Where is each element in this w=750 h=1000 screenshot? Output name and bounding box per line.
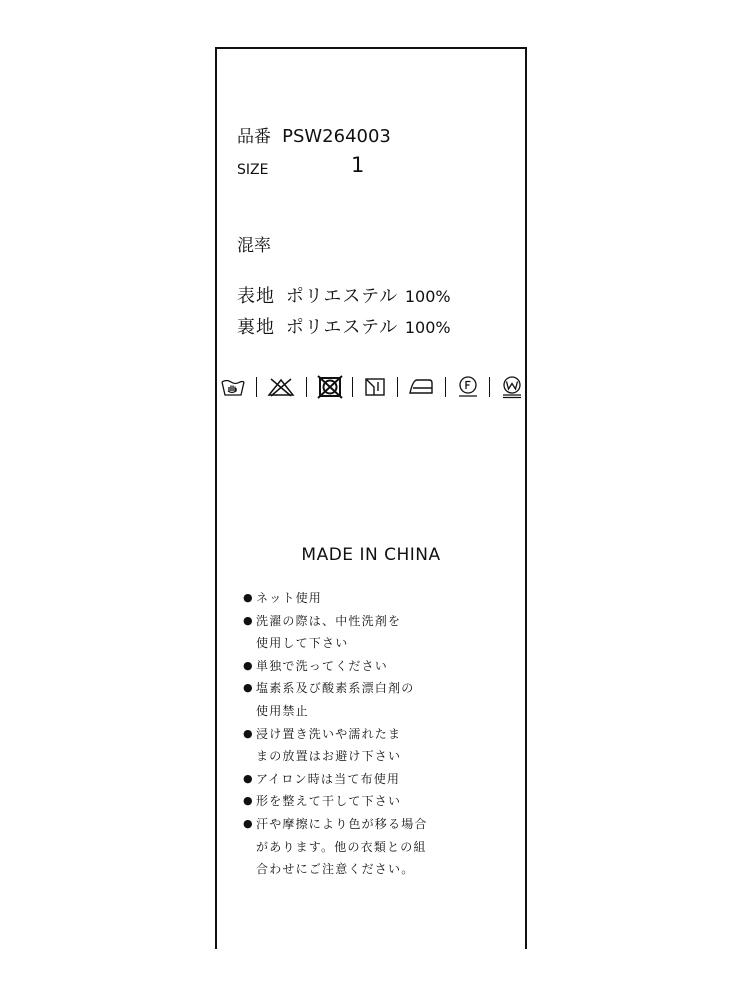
hand-wash-icon bbox=[220, 376, 246, 398]
care-notes bbox=[243, 587, 428, 881]
fabric-row-lining bbox=[237, 313, 451, 339]
care-note-text: 浸け置き洗いや濡れたま まの放置はお避け下さい bbox=[256, 726, 402, 764]
size-label: SIZE bbox=[237, 162, 269, 178]
line-dry-shade-icon bbox=[363, 376, 387, 398]
product-code: PSW264003 bbox=[282, 126, 391, 147]
care-note bbox=[243, 610, 428, 655]
divider bbox=[352, 377, 353, 397]
product-code-label: 品番 bbox=[237, 127, 271, 147]
divider bbox=[256, 377, 257, 397]
care-note-text: ネット使用 bbox=[256, 591, 323, 605]
country-of-origin: MADE IN CHINA bbox=[301, 545, 441, 565]
no-bleach-icon bbox=[266, 376, 296, 398]
divider bbox=[306, 377, 307, 397]
care-note-text: アイロン時は当て布使用 bbox=[256, 771, 401, 786]
fabric-percent: 100% bbox=[404, 318, 451, 337]
care-note bbox=[243, 655, 428, 678]
care-note-text: 単独で洗ってください bbox=[256, 658, 389, 673]
bullet-icon: ● bbox=[243, 591, 254, 604]
bullet-icon: ● bbox=[243, 816, 254, 830]
care-note bbox=[243, 587, 428, 610]
care-note-text: 形を整えて干して下さい bbox=[256, 794, 402, 809]
bullet-icon: ● bbox=[243, 681, 254, 695]
care-symbols-row bbox=[220, 374, 524, 400]
care-note bbox=[243, 813, 428, 881]
wet-clean-w-icon bbox=[500, 375, 524, 399]
divider bbox=[397, 377, 398, 397]
care-note bbox=[243, 768, 428, 791]
care-note-text: 塩素系及び酸素系漂白剤の 使用禁止 bbox=[256, 681, 415, 718]
fabric-material: ポリエステル bbox=[285, 286, 399, 307]
care-note bbox=[243, 723, 428, 768]
no-tumble-dry-icon bbox=[317, 375, 343, 399]
divider bbox=[489, 377, 490, 397]
care-note bbox=[243, 790, 428, 813]
bullet-icon: ● bbox=[243, 613, 254, 627]
product-code-row bbox=[237, 122, 391, 147]
fabric-material: ポリエステル bbox=[285, 317, 399, 338]
size-value: 1 bbox=[351, 153, 365, 177]
bullet-icon: ● bbox=[243, 658, 254, 672]
care-label bbox=[215, 47, 527, 949]
fabric-row-outer bbox=[237, 282, 451, 308]
low-iron-icon bbox=[407, 376, 435, 398]
divider bbox=[445, 377, 446, 397]
size-row bbox=[237, 153, 365, 178]
fabric-percent: 100% bbox=[404, 287, 451, 306]
bullet-icon: ● bbox=[243, 794, 254, 808]
care-note bbox=[243, 677, 428, 722]
dry-clean-f-icon bbox=[456, 375, 480, 399]
bullet-icon: ● bbox=[243, 771, 254, 785]
care-note-text: 洗濯の際は、中性洗剤を 使用して下さい bbox=[256, 613, 402, 651]
bullet-icon: ● bbox=[243, 726, 254, 740]
mix-heading: 混率 bbox=[237, 236, 271, 256]
fabric-part: 裏地 bbox=[237, 317, 275, 338]
care-note-text: 汗や摩擦により色が移る場合 があります。他の衣類との組 合わせにご注意ください。 bbox=[256, 816, 428, 877]
fabric-part: 表地 bbox=[237, 286, 275, 307]
